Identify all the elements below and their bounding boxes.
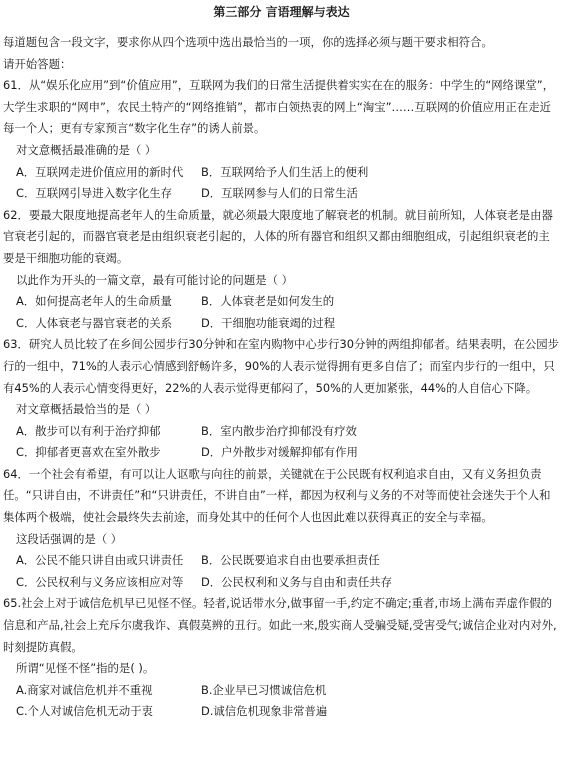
question-63-option-a[interactable]: A．散步可以有利于治疗抑郁: [16, 423, 161, 438]
question-63-options-row-1: [3, 421, 560, 443]
question-65-option-a[interactable]: A.商家对诚信危机并不重视: [16, 682, 153, 697]
question-62-option-d[interactable]: D．干细胞功能衰竭的过程: [201, 315, 336, 330]
question-62-option-c[interactable]: C．人体衰老与器官衰老的关系: [16, 315, 173, 330]
question-62-stem: 62．要最大限度地提高老年人的生命质量，就必须最大限度地了解衰老的机制。就目前所知，人体衰老是由器官衰老引起的，而器官衰老是由组织衰老引起的，人体的所有器官和组织又都由细胞组成，引起组织衰老的主要是干细胞功能的衰竭。: [3, 207, 553, 265]
question-65-option-b[interactable]: B.企业早已习惯诚信危机: [201, 682, 327, 697]
start-prompt: 请开始答题：: [3, 56, 72, 71]
question-61-options-row-1: [3, 162, 560, 184]
question-64-option-a[interactable]: A．公民不能只讲自由或只讲责任: [16, 553, 184, 568]
question-63-option-d[interactable]: D．户外散步对缓解抑郁有作用: [201, 445, 358, 460]
question-61-option-b[interactable]: B．互联网给予人们生活上的便利: [201, 164, 369, 179]
question-65-prompt: 所谓“见怪不怪”指的是( )。: [16, 661, 155, 676]
question-64-stem: 64．一个社会有希望，有可以让人讴歌与向往的前景，关键就在于公民既有权利追求自由，又有义务担负责任。“只讲自由，不讲责任”和“只讲责任，不讲自由”一样，都因为权利与义务的不对等而使社会迷失于个人和集体两个极端，使社会最终失去前途，而身处其中的任何个人也因此难以获得真正的安全与幸福。: [3, 466, 551, 525]
question-61-prompt: 对文意概括最准确的是（ ）: [16, 142, 157, 157]
question-63-stem: 63．研究人员比较了在乡间公园步行30分钟和在室内购物中心步行30分钟的两组抑郁者。结果表明，在公园步行的一组中，71%的人表示心情感到舒畅许多，90%的人表示觉得拥有更多自信了；而室内步行的一组中，只有45%的人表示心情变得更好，22%的人表示觉得更郁闷了，50%的人更加紧张，44%的人自信心下降。: [3, 337, 560, 395]
question-64-options-row-2: [3, 572, 560, 594]
question-64-option-b[interactable]: B．公民既要追求自由也要承担责任: [201, 553, 380, 568]
question-61-option-d[interactable]: D．互联网参与人们的日常生活: [201, 186, 358, 201]
question-63-options-row-2: [3, 442, 560, 464]
question-65-option-c[interactable]: C.个人对诚信危机无动于衷: [16, 704, 153, 719]
question-61-options-row-2: [3, 183, 560, 205]
question-64-option-c[interactable]: C．公民权利与义务应该相应对等: [16, 574, 184, 589]
question-65-option-d[interactable]: D.诚信危机现象非常普遍: [201, 704, 328, 719]
question-63-option-b[interactable]: B．室内散步治疗抑郁没有疗效: [201, 423, 357, 438]
question-63-prompt: 对文章概括最恰当的是（ ）: [16, 402, 157, 417]
instructions: 每道题包含一段文字，要求你从四个选项中选出最恰当的一项，你的选择必须与题干要求相符合。: [3, 35, 493, 49]
question-62-option-b[interactable]: B．人体衰老是如何发生的: [201, 294, 335, 309]
question-63-option-c[interactable]: C．抑郁者更喜欢在室外散步: [16, 445, 161, 460]
question-62-options-row-2: [3, 313, 560, 335]
question-65-options-row-1: [3, 680, 560, 702]
question-64-options-row-1: [3, 550, 560, 572]
section-title: 第三部分 言语理解与表达: [213, 5, 350, 19]
question-62-prompt: 以此作为开头的一篇文章，最有可能讨论的问题是（ ）: [16, 272, 293, 287]
question-64-option-d[interactable]: D．公民权利和义务与自由和责任共存: [201, 574, 393, 589]
question-62-option-a[interactable]: A．如何提高老年人的生命质量: [16, 294, 172, 309]
question-62-options-row-1: [3, 291, 560, 313]
question-61-option-c[interactable]: C．互联网引导进入数字化生存: [16, 186, 173, 201]
question-65-stem: 65.社会上对于诚信危机早已见怪不怪。轻者,说话带水分,做事留一手,约定不确定;重者,市场上满布弄虚作假的信息和产品,社会上充斥尔虞我诈、真假莫辨的丑行。如此一来,殷实商人受骗受疑,受害受气;诚信企业对内对外,时刻提防真假。: [3, 596, 557, 654]
question-61-stem: 61．从“娱乐化应用”到“价值应用”，互联网为我们的日常生活提供着实实在在的服务：中学生的“网络课堂”，大学生求职的“网申”，农民土特产的“网络推销”，都市白领热衷的网上“淘宝”……互联网的价值应用正在走近每一个人；更有专家预言“数字化生存”的诱人前景。: [3, 78, 555, 136]
question-64-prompt: 这段话强调的是（ ）: [16, 531, 123, 546]
question-61-option-a[interactable]: A．互联网走进价值应用的新时代: [16, 164, 184, 179]
question-65-options-row-2: [3, 701, 560, 723]
